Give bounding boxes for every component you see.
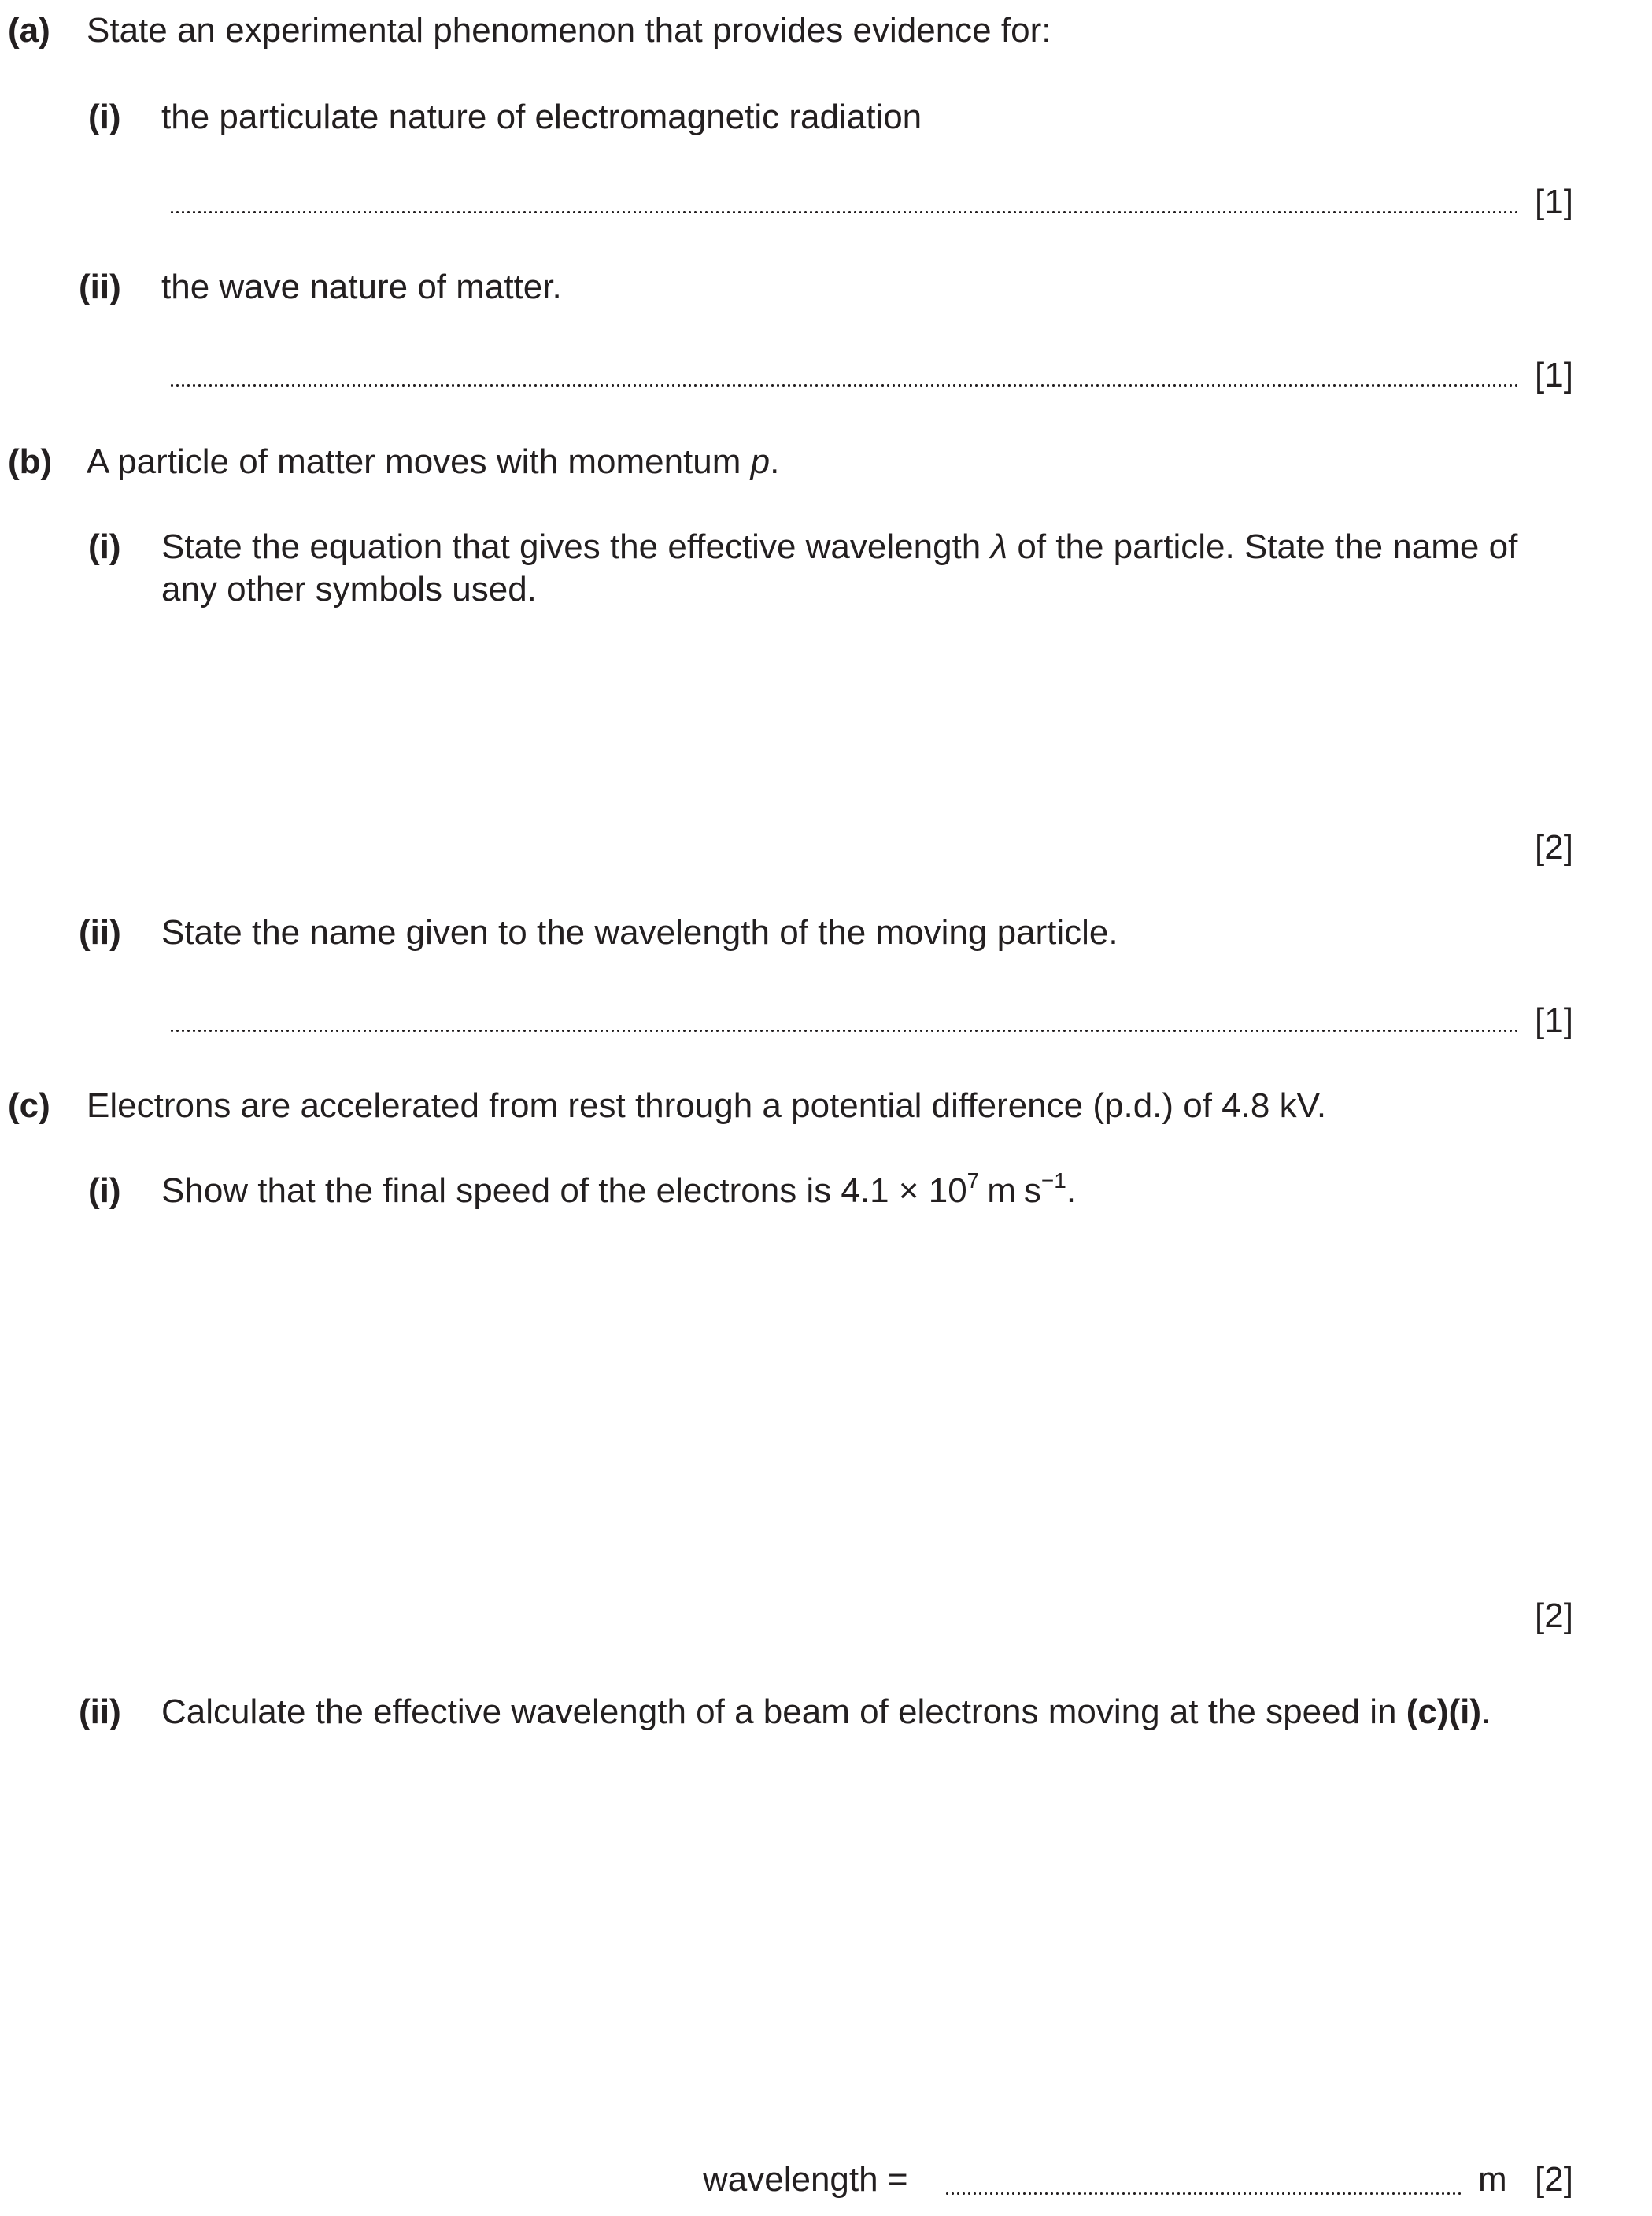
part-c-ii-working-space[interactable] — [161, 1748, 1515, 2141]
part-c-i-question: Show that the final speed of the electrons is $4.1 \times 10^7$ m $s^{-1}$. — [161, 1168, 1077, 1210]
momentum-symbol: p — [750, 442, 771, 481]
part-c-label: (c) — [8, 1086, 50, 1125]
part-c-i-mark: [2] — [1535, 1596, 1573, 1635]
part-c-ii-label: (ii) — [79, 1693, 121, 1731]
part-a-ii-answer-line[interactable] — [169, 384, 1519, 387]
part-c-stem: Electrons are accelerated from rest through a potential difference (p.d.) of 4.8 kV. — [87, 1086, 1327, 1125]
part-a-i-question: the particulate nature of electromagnetic radiation — [161, 98, 922, 136]
part-b-ii-question: State the name given to the wavelength of the moving particle. — [161, 913, 1118, 952]
wavelength-symbol: λ — [990, 527, 1008, 566]
part-c-i-label: (i) — [88, 1171, 121, 1210]
wavelength-answer-line[interactable] — [944, 2192, 1462, 2195]
part-b-ii-mark: [1] — [1535, 1001, 1573, 1040]
part-a-label: (a) — [8, 11, 50, 50]
part-b-ii-answer-line[interactable] — [169, 1030, 1519, 1032]
part-a-i-label: (i) — [88, 98, 121, 136]
part-b-stem: A particle of matter moves with momentum p. — [87, 442, 780, 481]
part-b-label: (b) — [8, 442, 53, 481]
part-b-i-mark: [2] — [1535, 828, 1573, 867]
part-a-stem: State an experimental phenomenon that provides evidence for: — [87, 11, 1051, 50]
part-b-i-working-space[interactable] — [161, 622, 1515, 819]
answer-unit: m — [1478, 2160, 1507, 2199]
part-c-i-working-space[interactable] — [161, 1228, 1515, 1590]
part-b-i-label: (i) — [88, 527, 121, 566]
part-a-i-mark: [1] — [1535, 183, 1573, 221]
part-c-ii-mark: [2] — [1535, 2160, 1573, 2199]
part-b-i-question-line1: State the equation that gives the effective wavelength λ of the particle. State the name of — [161, 527, 1518, 566]
part-c-ii-question: Calculate the effective wavelength of a beam of electrons moving at the speed in (c)(i). — [161, 1693, 1491, 1731]
answer-label: wavelength = — [703, 2160, 908, 2199]
part-b-ii-label: (ii) — [79, 913, 121, 952]
part-b-i-question-line2: any other symbols used. — [161, 570, 537, 609]
part-a-i-answer-line[interactable] — [169, 211, 1519, 213]
part-a-ii-question: the wave nature of matter. — [161, 268, 562, 306]
part-a-ii-label: (ii) — [79, 268, 121, 306]
part-reference: (c)(i) — [1406, 1693, 1482, 1731]
part-a-ii-mark: [1] — [1535, 356, 1573, 394]
